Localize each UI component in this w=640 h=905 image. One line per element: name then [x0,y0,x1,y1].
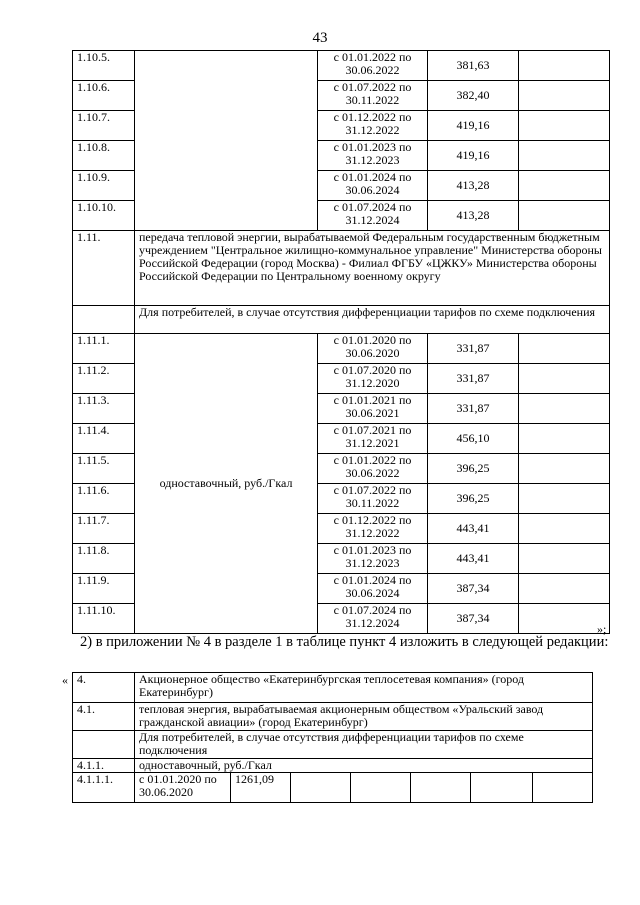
tariff-table-main [72,50,610,634]
period-cell: с 01.01.2022 по 30.06.2022 [318,454,428,484]
empty-cell [519,111,610,141]
row-number: 4. [73,673,135,703]
closing-quote: »; [597,622,607,636]
row-number: 1.11.6. [73,484,135,514]
tariff-table-appendix4 [72,672,593,803]
amendment-paragraph: 2) в приложении № 4 в разделе 1 в таблице пункт 4 изложить в следующей редакции: [80,634,609,650]
empty-cell [519,454,610,484]
row-number: 1.11.1. [73,334,135,364]
empty-cell [533,773,593,803]
supplier-description: передача тепловой энергии, вырабатываемой Федеральным государственным бюджетным учреждением "Центральное жилищно-коммунальное управление" Министерства обороны Российской Федерации (город Москва) - Филиал ФГБУ «ЦЖКУ» Министерства обороны Российской Федерации по Центральному военному округу [135,231,610,306]
empty-cell [519,171,610,201]
row-number: 1.10.7. [73,111,135,141]
empty-cell [73,306,135,334]
company-name: Акционерное общество «Екатеринбургская теплосетевая компания» (город Екатеринбург) [135,673,593,703]
tariff-value: 443,41 [428,514,519,544]
consumers-heading: Для потребителей, в случае отсутствия дифференциации тарифов по схеме подключения [135,306,610,334]
empty-cell [291,773,351,803]
empty-cell [519,334,610,364]
rate-type-label: одноставочный, руб./Гкал [135,759,593,773]
empty-cell [519,394,610,424]
period-cell: с 01.01.2020 по 30.06.2020 [135,773,231,803]
row-number: 1.11.9. [73,574,135,604]
row-number: 1.11. [73,231,135,306]
tariff-value: 419,16 [428,141,519,171]
tariff-value: 1261,09 [231,773,291,803]
row-number: 1.11.2. [73,364,135,394]
tariff-value: 443,41 [428,544,519,574]
period-cell: с 01.07.2022 по 30.11.2022 [318,81,428,111]
period-cell: с 01.01.2022 по 30.06.2022 [318,51,428,81]
tariff-value: 419,16 [428,111,519,141]
tariff-value: 413,28 [428,201,519,231]
empty-cell [519,201,610,231]
empty-cell [351,773,411,803]
period-cell: с 01.07.2024 по 31.12.2024 [318,201,428,231]
tariff-value: 331,87 [428,334,519,364]
empty-cell [519,514,610,544]
row-number: 1.10.6. [73,81,135,111]
empty-cell [519,604,610,634]
row-number: 4.1.1. [73,759,135,773]
row-number: 1.10.5. [73,51,135,81]
row-number: 1.10.10. [73,201,135,231]
empty-cell [519,51,610,81]
tariff-value: 396,25 [428,484,519,514]
consumers-heading: Для потребителей, в случае отсутствия дифференциации тарифов по схеме подключения [135,731,593,759]
tariff-value: 413,28 [428,171,519,201]
empty-cell [519,424,610,454]
period-cell: с 01.01.2023 по 31.12.2023 [318,544,428,574]
tariff-value: 381,63 [428,51,519,81]
period-cell: с 01.01.2021 по 30.06.2021 [318,394,428,424]
tariff-value: 387,34 [428,574,519,604]
row-number: 1.10.8. [73,141,135,171]
period-cell: с 01.07.2021 по 31.12.2021 [318,424,428,454]
period-cell: с 01.12.2022 по 31.12.2022 [318,514,428,544]
period-cell: с 01.07.2024 по 31.12.2024 [318,604,428,634]
tariff-value: 396,25 [428,454,519,484]
supplier-description: тепловая энергия, вырабатываемая акционерным обществом «Уральский завод гражданской авиации» (город Екатеринбург) [135,703,593,731]
rate-type-label: одноставочный, руб./Гкал [135,334,318,634]
row-number: 4.1. [73,703,135,731]
row-number: 1.11.5. [73,454,135,484]
tariff-value: 331,87 [428,394,519,424]
row-number: 4.1.1.1. [73,773,135,803]
period-cell: с 01.01.2024 по 30.06.2024 [318,171,428,201]
period-cell: с 01.07.2022 по 30.11.2022 [318,484,428,514]
empty-cell [519,81,610,111]
period-cell: с 01.07.2020 по 31.12.2020 [318,364,428,394]
page-number: 43 [312,30,328,46]
period-cell: с 01.01.2023 по 31.12.2023 [318,141,428,171]
period-cell: с 01.01.2020 по 30.06.2020 [318,334,428,364]
merged-empty-cell [135,51,318,231]
tariff-value: 382,40 [428,81,519,111]
row-number: 1.10.9. [73,171,135,201]
tariff-value: 331,87 [428,364,519,394]
row-number: 1.11.4. [73,424,135,454]
row-number: 1.11.3. [73,394,135,424]
empty-cell [411,773,471,803]
empty-cell [519,484,610,514]
empty-cell [471,773,533,803]
empty-cell [73,731,135,759]
opening-quote: « [62,673,68,687]
row-number: 1.11.7. [73,514,135,544]
empty-cell [519,544,610,574]
empty-cell [519,141,610,171]
empty-cell [519,364,610,394]
empty-cell [519,574,610,604]
row-number: 1.11.10. [73,604,135,634]
period-cell: с 01.01.2024 по 30.06.2024 [318,574,428,604]
tariff-value: 387,34 [428,604,519,634]
period-cell: с 01.12.2022 по 31.12.2022 [318,111,428,141]
tariff-value: 456,10 [428,424,519,454]
row-number: 1.11.8. [73,544,135,574]
